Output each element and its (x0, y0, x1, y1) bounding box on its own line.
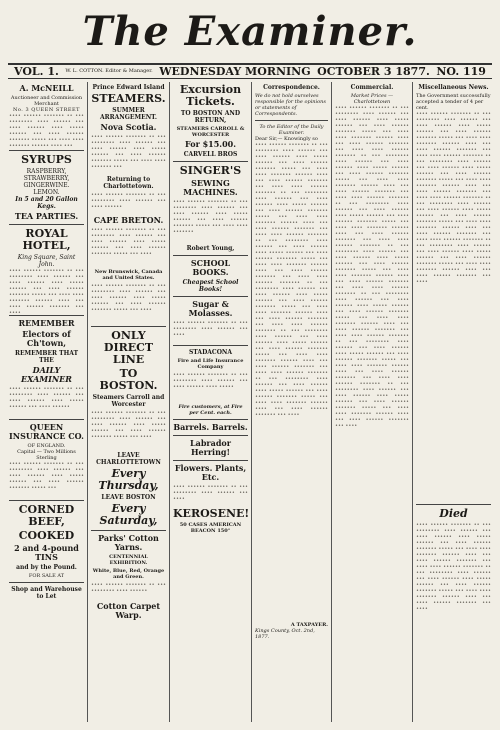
robert-young-line: Robert Young, (186, 245, 235, 252)
centennial-heading: CENTENNIAL EXHIBITION. (109, 554, 148, 566)
carroll-worcester-heading: Steamers Carroll and Worcester (92, 394, 165, 408)
fire-notice-line: Fire customers, at Fire per Cent. each. (178, 404, 243, 416)
returning-heading: Returning to Charlottetown. (103, 176, 154, 190)
white-blue-line: White, Blue, Red, Orange and Green. (92, 568, 165, 580)
column-2 (88, 82, 170, 722)
only-direct-heading: ONLY DIRECT LINE (103, 329, 154, 366)
leave-ch-heading: LEAVE CHARLOTTETOWN (96, 452, 161, 466)
brunswick-body: •••• •••••• ••••••• •• ••• •••••••• •••• •••••• ••• •••• •••••• •••• ••••• •••••• ••• •••• •••••• ••••••• ••••• ••• •••• (91, 283, 166, 313)
sewing-heading: SEWING MACHINES. (183, 178, 238, 197)
divider (173, 345, 248, 346)
of-england-line: OF ENGLAND. (27, 443, 66, 449)
signature: A TAXPAYER. (290, 622, 328, 628)
letter-body: •••• •••••• ••••••• •• ••• •••••••• •••• •••••• ••• •••• •••••• •••• ••••• •••••• ••• •••• •••••• ••••••• ••••• ••• •••• •••• ••••••• •••••• •••• ••• •••• •••••• ••••••• ••• •••• •••• •••••• ••••••• •• ••• •••••••• •••• •••••• ••• •••• •••••• •••• ••••• •••••• ••• •••• •••••• ••••••• ••••• ••• •••• •••• ••••••• •••••• •••• ••• •••• •••••• ••••••• ••• •••• •••• •••••• ••••••• •• ••• •••••••• •••• •••••• ••• •••• •••••• •••• ••••• •••••• ••• •••• •••••• ••••••• ••••• ••• •••• •••• ••••••• •••••• •••• ••• •••• •••••• ••••••• ••• •••• •••• •••••• ••••••• •• ••• •••••••• •••• •••••• ••• •••• •••••• •••• ••••• •••••• ••• •••• •••••• ••••••• ••••• ••• •••• •••• ••••••• •••••• •••• ••• •••• •••••• ••••••• ••• •••• •••• •••••• ••••••• •• ••• •••••••• •••• •••••• ••• •••• •••••• •••• ••••• •••••• ••• •••• •••••• ••••••• ••••• ••• •••• •••• ••••••• •••••• •••• ••• •••• •••••• ••••••• ••• •••• •••• •••••• ••••••• •• ••• •••••••• •••• •••••• ••• •••• •••••• •••• ••••• •••••• ••• •••• •••••• ••••••• ••••• ••• •••• •••• ••••••• •••••• •••• ••• •••• •••••• ••••••• ••• •••• (255, 142, 328, 418)
commercial-body: •••• •••••• ••••••• •• ••• •••••••• •••• •••••• ••• •••• •••••• •••• ••••• •••••• ••• •••• •••••• ••••••• ••••• ••• •••• •••• ••••••• •••••• •••• ••• •••• •••••• ••••••• ••• •••• •••• •••••• ••••••• •• ••• •••••••• •••• •••••• ••• •••• •••••• •••• ••••• •••••• ••• •••• •••••• ••••••• ••••• ••• •••• •••• ••••••• •••••• •••• ••• •••• •••••• ••••••• ••• •••• •••• •••••• ••••••• •• ••• •••••••• •••• •••••• ••• •••• •••••• •••• ••••• •••••• ••• •••• •••••• ••••••• ••••• ••• •••• •••• ••••••• •••••• •••• ••• •••• •••••• ••••••• ••• •••• •••• •••••• ••••••• •• ••• •••••••• •••• •••••• ••• •••• •••••• •••• ••••• •••••• ••• •••• •••••• ••••••• ••••• ••• •••• •••• ••••••• •••••• •••• ••• •••• •••••• ••••••• ••• •••• •••• •••••• ••••••• •• ••• •••••••• •••• •••••• ••• •••• •••••• •••• ••••• •••••• ••• •••• •••••• ••••••• ••••• ••• •••• •••• ••••••• •••••• •••• ••• •••• •••••• ••••••• ••• •••• •••• •••••• ••••••• •• ••• •••••••• •••• •••••• ••• •••• •••••• •••• ••••• •••••• ••• •••• •••••• ••••••• ••••• ••• •••• •••• ••••••• •••••• •••• ••• •••• •••••• ••••••• ••• •••• •••• •••••• ••••••• •• ••• •••••••• •••• •••••• ••• •••• •••••• •••• ••••• •••••• ••• •••• •••••• ••••••• ••••• ••• •••• •••• ••••••• •••••• •••• ••• •••• •••••• ••••••• ••• •••• (335, 105, 409, 429)
strawberry-line: STRAWBERRY, (23, 175, 70, 182)
mcneill-body: •••• •••••• ••••••• •• ••• •••••••• •••• •••••• ••• •••• •••••• •••• ••••• •••••• ••• •••• •••••• ••••••• ••••• ••• •••• •••• ••••••• •••••• •••• ••• (9, 113, 84, 149)
divider (173, 161, 248, 162)
market-line: Market Prices — Charlottetown (350, 93, 394, 105)
divider (255, 120, 328, 121)
stadacona-body: •••• •••••• ••••••• •• ••• •••••••• •••• •••••• ••• •••• •••••• •••• ••••• (173, 372, 248, 390)
auctioneer-line: Auctioneer and Commission Merchant (10, 95, 83, 107)
news-body: •••• •••••• ••••••• •• ••• •••••••• •••• •••••• ••• •••• •••••• •••• ••••• •••••• ••• •••• •••••• ••••••• ••••• ••• •••• •••• ••••••• •••••• •••• ••• •••• •••••• ••••••• ••• •••• •••• •••••• ••••••• •• ••• •••••••• •••• •••••• ••• •••• •••••• •••• ••••• •••••• ••• •••• •••••• ••••••• ••••• ••• •••• •••• ••••••• •••••• •••• ••• •••• •••••• ••••••• ••• •••• •••• •••••• ••••••• •• ••• •••••••• •••• •••••• ••• •••• •••••• •••• ••••• •••••• ••• •••• •••••• ••••••• ••••• ••• •••• •••• ••••••• •••••• •••• ••• •••• •••••• ••••••• ••• •••• •••• •••••• ••••••• •• ••• •••••••• •••• •••••• ••• •••• •••••• •••• ••••• •••••• ••• •••• •••••• ••••••• ••••• ••• •••• •••• ••••••• •••••• •••• ••• •••• •••••• ••••••• ••• •••• (416, 111, 491, 285)
divider (9, 419, 84, 420)
column-6 (413, 82, 494, 722)
sugar-body: •••• •••••• ••••••• •• ••• •••••••• •••• •••••• ••• •••• (173, 320, 248, 338)
school-books-heading: SCHOOL BOOKS. (190, 258, 231, 277)
stadacona-heading: STADACONA (188, 349, 233, 356)
gingerwine-line: GINGERWINE. (23, 182, 70, 189)
divider (9, 582, 84, 583)
divider (91, 326, 166, 327)
price-line: For $15.00. (185, 139, 236, 149)
newspaper-title: The Examiner. (82, 8, 418, 55)
to-boston-heading: TO BOSTON. (99, 367, 158, 392)
divider (173, 419, 248, 420)
cheapest-line: Cheapest School Books! (182, 279, 239, 293)
king-square-line: King Square, Saint John. (17, 254, 76, 268)
news-lead: The Government successfully accepted a tender of 4 per cent. (416, 93, 491, 111)
examiner-body: •••• •••••• ••••••• •• ••• •••••••• •••• •••••• ••• •••• •••••• •••• ••••• •••••• ••• •••• •••••• (9, 386, 84, 410)
died-body: •••• •••••• ••••••• •• ••• •••••••• •••• •••••• ••• •••• •••••• •••• ••••• •••••• ••• •••• •••••• ••••••• ••••• ••• •••• •••• ••••••• •••••• •••• ••• •••• •••••• ••••••• ••• •••• •••• •••••• ••••••• •• ••• •••••••• •••• •••••• ••• •••• •••••• •••• ••••• •••••• ••• •••• •••••• ••••••• ••••• ••• •••• •••• ••••••• •••••• •••• ••• •••• •••••• ••••••• ••• •••• (416, 522, 491, 612)
column-4 (252, 82, 332, 722)
barrels-heading: Barrels. Barrels. (173, 422, 248, 432)
royal-hotel-heading: ROYAL HOTEL, (22, 227, 71, 252)
leave-boston-heading: LEAVE BOSTON (101, 494, 156, 501)
mcneill-heading: A. McNEILL (19, 83, 74, 93)
correspondence-note: We do not hold ourselves responsible for the opinions or statements of Correspondents. (255, 93, 326, 117)
kings-county-line: Kings County, Oct. 2nd, 1877. (255, 628, 315, 640)
tea-parties-heading: TEA PARTIES. (14, 211, 79, 221)
fire-life-heading: Fire and Life Insurance Company (177, 358, 244, 370)
boston-body: •••• •••••• ••••••• •• ••• •••••••• •••• •••••• ••• •••• •••••• •••• ••••• •••••• ••• •••• •••••• ••••••• ••••• ••• •••• (91, 410, 166, 440)
remember-heading: REMEMBER (18, 318, 75, 328)
labrador-heading: Labrador Herring! (190, 438, 231, 457)
divider (91, 530, 166, 531)
column-5 (332, 82, 413, 722)
parks-yarns-heading: Parks' Cotton Yarns. (98, 533, 159, 552)
dateline-bar (8, 63, 492, 79)
day-label: WEDNESDAY MORNING (159, 65, 311, 78)
divider (173, 296, 248, 297)
kerosene-heading: KEROSENE! (173, 507, 250, 520)
every-saturday-heading: Every Saturday, (99, 502, 158, 527)
yarn-body: •••• •••••• ••••••• •• ••• •••••••• •••• •••••• (91, 582, 166, 594)
electors-heading: Electors of Ch'town, (22, 329, 71, 348)
carpet-warp-heading: Cotton Carpet Warp. (96, 601, 161, 620)
returning-body: •••• •••••• ••••••• •• ••• •••••••• •••• •••••• ••• •••• •••••• (91, 192, 166, 210)
date-label: OCTOBER 3 1877. (317, 65, 430, 78)
dear-sir-line: Dear Sir,— Knowingly so (255, 136, 318, 142)
and-by-line: and by the Pound. (16, 564, 77, 571)
sugar-heading: Sugar & Molasses. (188, 299, 233, 318)
insurance-body: •••• •••••• ••••••• •• ••• •••••••• •••• •••••• ••• •••• •••••• •••• ••••• •••••• ••• •••• •••••• ••••••• ••••• ••• (9, 461, 84, 491)
queen-street-line: No. 3 QUEEN STREET (13, 107, 80, 113)
divider (173, 460, 248, 461)
pei-heading: Prince Edward Island (92, 84, 165, 91)
divider (9, 224, 84, 225)
editor-credit: W. L. COTTON. Editor & Manager. (65, 68, 153, 74)
flowers-body: •••• •••••• ••••••• •• ••• •••••••• •••• •••••• ••• •••• (173, 484, 248, 502)
cape-breton-body: •••• •••••• ••••••• •• ••• •••••••• •••• •••••• ••• •••• •••••• •••• ••••• •••••• ••• •••• •••••• ••••••• ••••• ••• •••• (91, 227, 166, 257)
cooked-heading: COOKED (18, 529, 75, 542)
issue-number: NO. 119 (436, 65, 486, 78)
queen-insurance-heading: QUEEN INSURANCE CO. (9, 422, 84, 441)
column-3 (170, 82, 252, 722)
singers-heading: SINGER'S (179, 164, 242, 177)
remember-that-line: REMEMBER THAT THE (14, 350, 79, 364)
to-boston-return-heading: TO BOSTON AND RETURN, (180, 110, 241, 124)
column-1 (6, 82, 88, 722)
steamers-carroll-line: STEAMERS CARROLL & WORCESTER (176, 126, 245, 138)
cape-breton-heading: CAPE BRETON. (93, 215, 164, 225)
shop-heading: Shop and Warehouse to Let (11, 586, 82, 600)
divider (173, 255, 248, 256)
hotel-body: •••• •••••• ••••••• •• ••• •••••••• •••• •••••• ••• •••• •••••• •••• ••••• •••••• ••• •••• •••••• ••••••• ••••• ••• •••• •••• ••••••• •••••• •••• ••• •••• •••••• ••••••• ••• •••• (9, 268, 84, 316)
syrups-heading: SYRUPS (21, 153, 72, 166)
excursion-heading: Excursion Tickets. (179, 83, 242, 108)
for-sale-line: FOR SALE AT (28, 573, 65, 579)
divider (9, 500, 84, 501)
nova-scotia-heading: Nova Scotia. (100, 122, 157, 132)
tins-heading: 2 and 4-pound TINS (14, 543, 79, 562)
divider (416, 504, 491, 505)
divider (173, 435, 248, 436)
daily-examiner-line: DAILY EXAMINER (21, 365, 72, 384)
brunswick-heading: New Brunswick, Canada and United States. (94, 269, 163, 281)
gallon-kegs-line: In 5 and 20 Gallon Kegs. (15, 196, 78, 210)
divider (9, 150, 84, 151)
to-editor-line: To the Editor of the Daily Examiner. (259, 124, 324, 136)
volume-label: VOL. 1. (14, 65, 59, 78)
correspondence-heading: Correspondence. (263, 84, 320, 91)
lemon-line: LEMON. (33, 189, 60, 196)
steamers-heading: STEAMERS. (91, 92, 166, 105)
sewing-body: •••• •••••• ••••••• •• ••• •••••••• •••• •••••• ••• •••• •••••• •••• ••••• •••••• ••• •••• •••••• ••••••• ••••• ••• •••• •••• ••••••• (173, 199, 248, 235)
raspberry-line: RASPBERRY, (26, 168, 67, 175)
flowers-heading: Flowers. Plants, Etc. (174, 463, 247, 482)
died-heading: Died (439, 507, 468, 520)
corned-beef-heading: CORNED BEEF, (18, 503, 75, 528)
columns (6, 82, 494, 722)
capital-line: Capital — Two Millions Sterling (17, 449, 76, 461)
every-thursday-heading: Every Thursday, (98, 467, 159, 492)
commercial-heading: Commercial. (350, 84, 394, 91)
cases-line: 50 CASES AMERICAN BEACON 150° (179, 522, 242, 534)
misc-news-heading: Miscellaneous News. (418, 84, 489, 91)
summer-heading: SUMMER ARRANGEMENT. (100, 107, 157, 121)
carvell-line: CARVELL BROS (183, 151, 238, 158)
masthead (0, 0, 500, 70)
steamer-body: •••• •••••• ••••••• •• ••• •••••••• •••• •••••• ••• •••• •••••• •••• ••••• •••••• ••• •••• •••••• ••••••• ••••• ••• •••• •••• ••••••• ••• (91, 134, 166, 170)
